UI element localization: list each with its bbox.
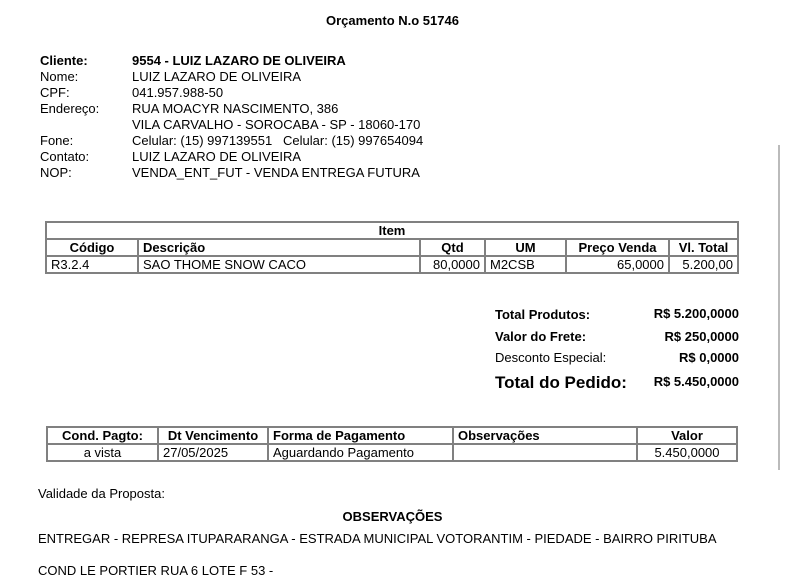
cell-um: M2CSB <box>485 256 566 273</box>
total-produtos-label: Total Produtos: <box>495 307 591 322</box>
col-valor: Valor <box>637 427 737 444</box>
cell-forma: Aguardando Pagamento <box>268 444 453 461</box>
cell-observacoes <box>453 444 637 461</box>
total-pedido-label: Total do Pedido: <box>495 373 627 392</box>
cpf-label: CPF: <box>40 85 70 100</box>
cell-qtd: 80,0000 <box>420 256 485 273</box>
table-row <box>47 444 737 461</box>
col-total: Vl. Total <box>669 239 738 256</box>
cell-total: 5.200,00 <box>669 256 738 273</box>
cell-cond: a vista <box>47 444 158 461</box>
total-produtos-value: R$ 5.200,0000 <box>653 306 739 321</box>
frete-label: Valor do Frete: <box>495 329 587 344</box>
nop-label: NOP: <box>40 165 72 180</box>
cell-vencimento: 27/05/2025 <box>158 444 268 461</box>
desconto-label: Desconto Especial: <box>495 350 607 365</box>
frete-value: R$ 250,0000 <box>664 329 739 344</box>
validade-label: Validade da Proposta: <box>38 486 165 501</box>
col-um: UM <box>485 239 566 256</box>
payment-table <box>46 426 738 462</box>
cell-codigo: R3.2.4 <box>46 256 138 273</box>
client-value: 9554 - LUIZ LAZARO DE OLIVEIRA <box>132 53 346 68</box>
client-label: Cliente: <box>40 53 88 68</box>
cell-descricao: SAO THOME SNOW CACO <box>138 256 420 273</box>
col-descricao: Descrição <box>138 239 420 256</box>
name-label: Nome: <box>40 69 79 84</box>
phone-value: Celular: (15) 997139551 Celular: (15) 997654094 <box>132 133 424 148</box>
address-label: Endereço: <box>40 101 100 116</box>
contact-value: LUIZ LAZARO DE OLIVEIRA <box>132 149 302 164</box>
cpf-value: 041.957.988-50 <box>132 85 224 100</box>
phone-label: Fone: <box>40 133 74 148</box>
col-forma: Forma de Pagamento <box>268 427 453 444</box>
cell-valor: 5.450,0000 <box>637 444 737 461</box>
scrollbar[interactable] <box>778 145 780 470</box>
address-value: RUA MOACYR NASCIMENTO, 386 <box>132 101 339 116</box>
payment-header-row <box>47 427 737 444</box>
col-observacoes: Observações <box>453 427 637 444</box>
desconto-value: R$ 0,0000 <box>679 350 739 365</box>
col-qtd: Qtd <box>420 239 485 256</box>
col-cond: Cond. Pagto: <box>47 427 158 444</box>
items-header-row <box>46 239 738 256</box>
nop-value: VENDA_ENT_FUT - VENDA ENTREGA FUTURA <box>132 165 420 180</box>
cell-preco: 65,0000 <box>566 256 669 273</box>
col-codigo: Código <box>46 239 138 256</box>
observacao-line-2: COND LE PORTIER RUA 6 LOTE F 53 - <box>38 563 274 578</box>
name-value: LUIZ LAZARO DE OLIVEIRA <box>132 69 302 84</box>
items-caption: Item <box>46 222 738 239</box>
observacao-line-1: ENTREGAR - REPRESA ITUPARARANGA - ESTRADA MUNICIPAL VOTORANTIM - PIEDADE - BAIRRO PIRITUBA <box>38 531 717 546</box>
items-table <box>45 221 739 274</box>
total-pedido-value: R$ 5.450,0000 <box>653 374 739 389</box>
table-row <box>46 256 738 273</box>
address-value-2: VILA CARVALHO - SOROCABA - SP - 18060-170 <box>132 117 421 132</box>
observacoes-title: OBSERVAÇÕES <box>342 509 443 524</box>
col-preco: Preço Venda <box>566 239 669 256</box>
page-title: Orçamento N.o 51746 <box>326 13 459 28</box>
contact-label: Contato: <box>40 149 90 164</box>
col-vencimento: Dt Vencimento <box>158 427 268 444</box>
